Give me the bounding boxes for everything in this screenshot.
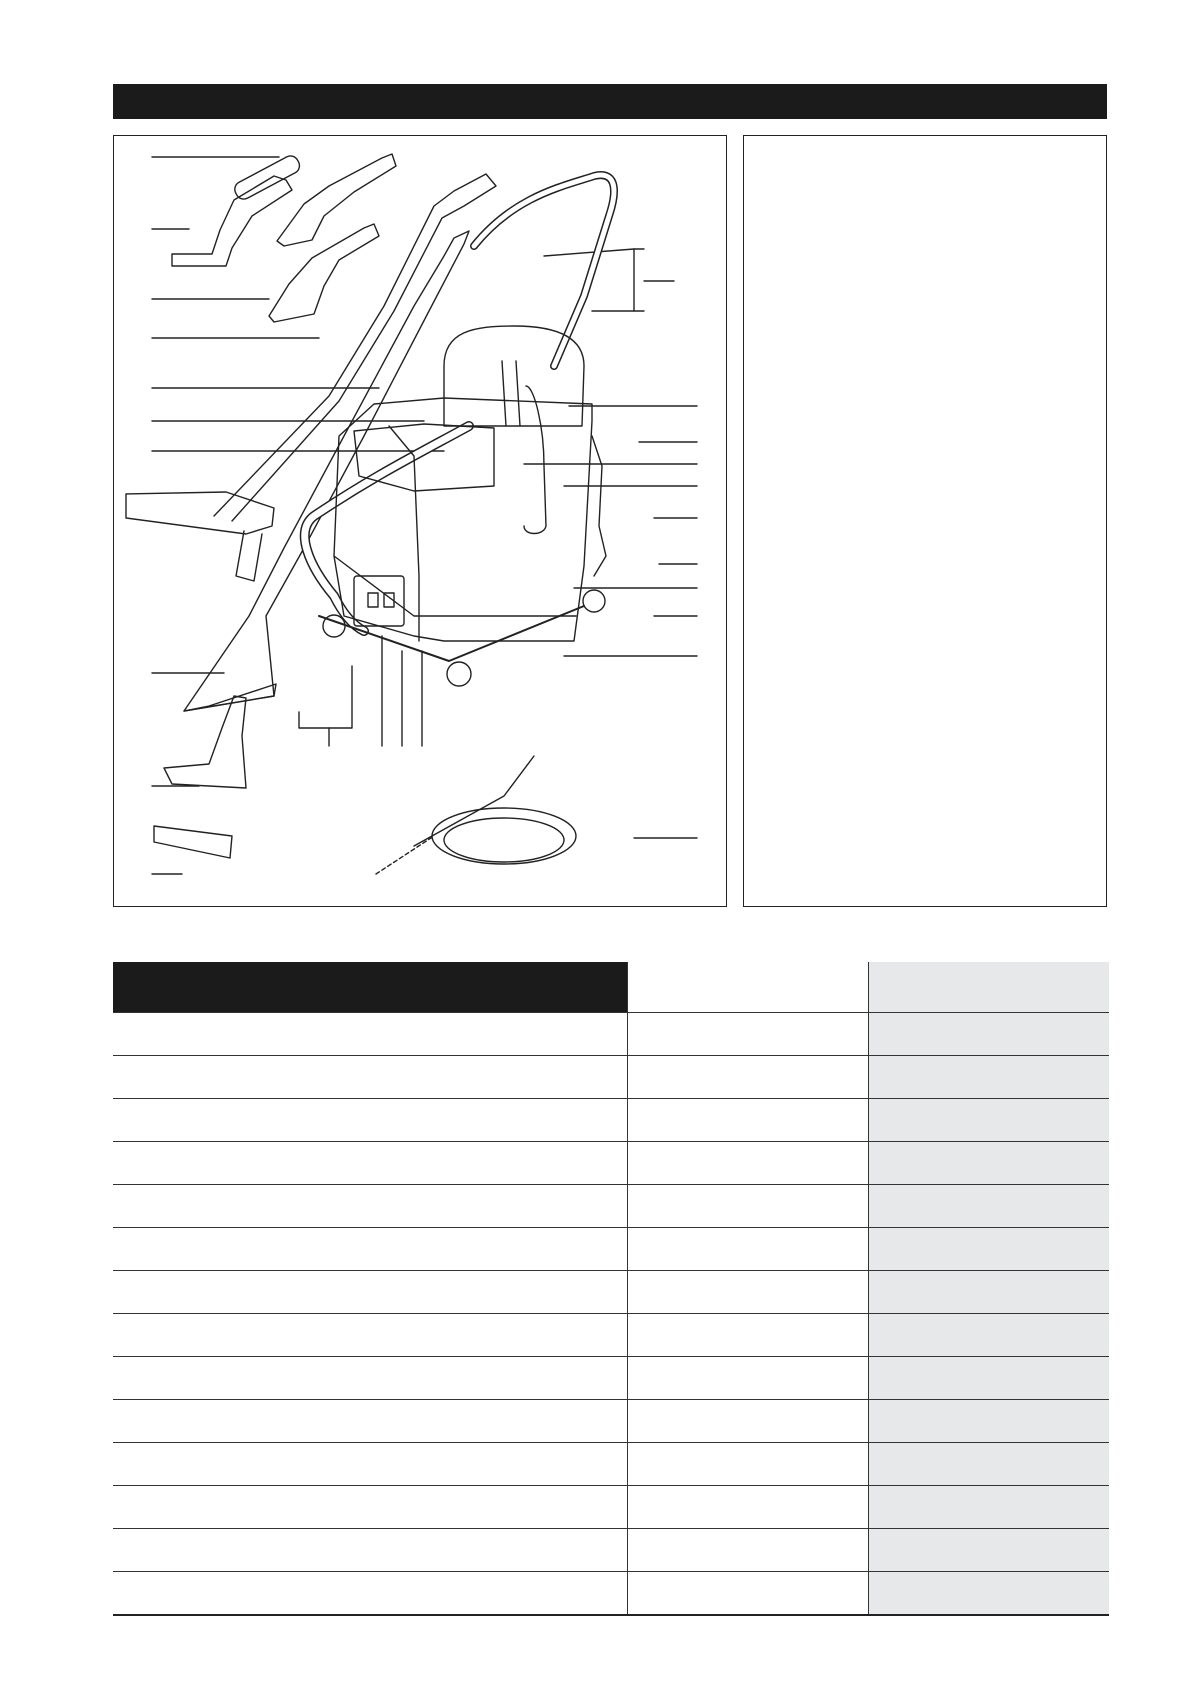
table-cell	[869, 1228, 1110, 1271]
table-cell	[628, 1443, 869, 1486]
table-cell	[113, 1357, 628, 1400]
table-cell	[628, 1400, 869, 1443]
suction-hose-front	[305, 426, 469, 631]
table-cell	[113, 1271, 628, 1314]
table-cell	[869, 1099, 1110, 1142]
table-cell	[628, 1486, 869, 1529]
table-cell	[113, 1185, 628, 1228]
table-cell	[113, 1056, 628, 1099]
table-cell	[628, 1314, 869, 1357]
upholstery-nozzle	[172, 176, 292, 266]
table-cell	[628, 1099, 869, 1142]
table-cell	[628, 1529, 869, 1572]
table-cell	[628, 1357, 869, 1400]
table-cell	[113, 1228, 628, 1271]
table-cell	[113, 1142, 628, 1185]
cable-hook	[592, 436, 606, 576]
table-row	[113, 1056, 1109, 1099]
table-cell	[869, 1400, 1110, 1443]
table-cell	[628, 1271, 869, 1314]
table-row	[113, 1400, 1109, 1443]
lid-window	[354, 424, 494, 491]
table-row	[113, 1529, 1109, 1572]
table-cell	[628, 1228, 869, 1271]
hand-tool-nozzle	[164, 696, 246, 788]
table-header	[113, 962, 628, 1013]
table-row	[113, 1271, 1109, 1314]
table-header-row	[113, 962, 1109, 1013]
table-header	[628, 962, 869, 1013]
spray-hose-coil	[432, 808, 576, 864]
tank-hose	[524, 386, 546, 534]
table-cell	[628, 1572, 869, 1616]
table-row	[113, 1572, 1109, 1616]
table-cell	[869, 1185, 1110, 1228]
table-cell	[113, 1529, 628, 1572]
machine-illustration	[113, 135, 727, 907]
table-row	[113, 1099, 1109, 1142]
spray-wand	[184, 231, 469, 711]
suction-wand	[214, 174, 496, 521]
table-cell	[113, 1099, 628, 1142]
table-cell	[869, 1013, 1110, 1056]
table-cell	[869, 1271, 1110, 1314]
table-row	[113, 1443, 1109, 1486]
table-row	[113, 1013, 1109, 1056]
table-cell	[869, 1443, 1110, 1486]
table-cell	[869, 1142, 1110, 1185]
machine-drawing	[114, 136, 727, 907]
table-header	[869, 962, 1110, 1013]
table-row	[113, 1185, 1109, 1228]
control-panel	[354, 576, 404, 626]
table-cell	[628, 1142, 869, 1185]
table-cell	[869, 1357, 1110, 1400]
table-cell	[113, 1486, 628, 1529]
table-row	[113, 1314, 1109, 1357]
hand-nozzle-angled	[269, 224, 379, 322]
switch-icon	[368, 593, 378, 607]
table-cell	[869, 1529, 1110, 1572]
table-row	[113, 1486, 1109, 1529]
table-cell	[869, 1056, 1110, 1099]
legend-panel	[743, 135, 1107, 907]
table-cell	[869, 1486, 1110, 1529]
table-cell	[113, 1400, 628, 1443]
table-cell	[869, 1572, 1110, 1616]
spec-table	[113, 962, 1109, 1616]
table-cell	[869, 1314, 1110, 1357]
leader-bracket	[634, 249, 644, 311]
leader-bracket	[299, 666, 352, 728]
table-cell	[628, 1013, 869, 1056]
table-cell	[628, 1185, 869, 1228]
header-bar	[113, 84, 1107, 119]
wheel	[447, 662, 471, 686]
table-row	[113, 1357, 1109, 1400]
table-cell	[113, 1572, 628, 1616]
table-cell	[628, 1056, 869, 1099]
table-row	[113, 1142, 1109, 1185]
table-cell	[113, 1443, 628, 1486]
brush-insert	[154, 826, 232, 858]
table-cell	[113, 1314, 628, 1357]
wheel	[583, 590, 605, 612]
table-cell	[113, 1013, 628, 1056]
table-row	[113, 1228, 1109, 1271]
